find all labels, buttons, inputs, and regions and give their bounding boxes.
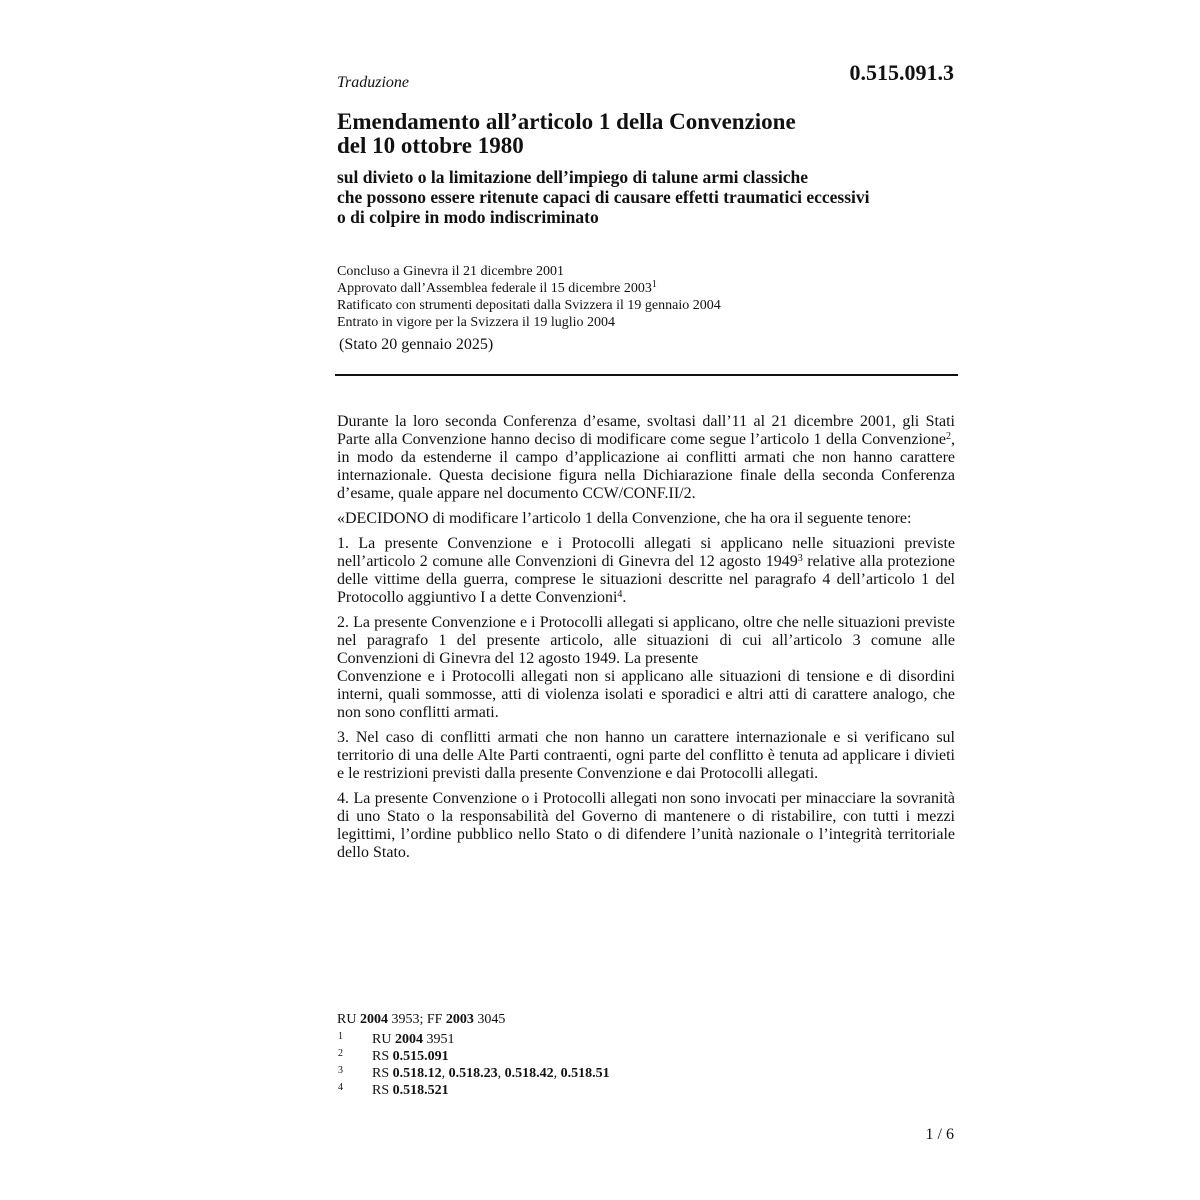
footnote-text <box>372 1065 610 1082</box>
intro-paragraph <box>337 413 955 503</box>
fn-prefix: RS <box>372 1049 393 1064</box>
document-subtitle <box>337 167 958 227</box>
footnote-2 <box>337 1048 957 1065</box>
subtitle-line: che possono essere ritenute capaci di causare effetti traumatici eccessivi <box>337 187 870 207</box>
footnote-number: 4 <box>338 1082 343 1093</box>
ref-text: RU <box>337 1012 360 1027</box>
para-text: relative alla protezione delle vittime della guerra, comprese le situazioni descritte nel paragrafo 4 dell’articolo 1 del Protocollo aggiuntivo I a dette Convenzioni <box>337 553 955 606</box>
fn-prefix: RS <box>372 1066 393 1081</box>
sr-number: 0.515.091.3 <box>849 60 954 85</box>
footnote-number: 1 <box>338 1031 343 1042</box>
footnote-4 <box>337 1082 957 1099</box>
footnote-number: 2 <box>338 1048 343 1059</box>
article-paragraph-4: 4. La presente Convenzione o i Protocolli allegati non sono invocati per minacciare la sovranità di uno Stato o la responsabilità del Governo di mantenere o di ristabilire, con tutti i mezzi legittimi, l’ordine pubblico nello Stato o di difendere l’unità nazionale o l’integrità territoriale dello Stato. <box>337 790 955 861</box>
fn-suffix: 3951 <box>422 1032 455 1047</box>
meta-approved-text: Approvato dall’Assemblea federale il 15 dicembre 2003 <box>337 281 652 296</box>
title-line: del 10 ottobre 1980 <box>337 133 524 158</box>
para-text: Convenzione e i Protocolli allegati non si applicano alle situazioni di tensione e di disordini interni, quali sommosse, atti di violenza isolati e sporadici e altri atti di carattere analogo, che non sono conflitti armati. <box>337 668 955 721</box>
fn-sep: , <box>441 1066 449 1081</box>
fn-sep: , <box>553 1066 561 1081</box>
ref-year: 2003 <box>445 1012 474 1027</box>
source-reference <box>337 1012 505 1028</box>
footnote-text <box>372 1082 449 1099</box>
meta-ratified: Ratificato con strumenti depositati dalla Svizzera il 19 gennaio 2004 <box>337 298 721 313</box>
ref-year: 2004 <box>359 1012 388 1027</box>
fn-prefix: RU <box>372 1032 395 1047</box>
para-text: . <box>622 589 627 606</box>
fn-prefix: RS <box>372 1083 393 1098</box>
document-body <box>337 413 955 869</box>
footnote-number: 3 <box>338 1065 343 1076</box>
fn-bold[interactable]: 0.518.51 <box>560 1066 610 1081</box>
footnote-ref[interactable]: 3 <box>797 553 803 564</box>
fn-bold[interactable]: 0.518.12 <box>392 1066 442 1081</box>
adoption-metadata <box>337 263 958 331</box>
document-page <box>337 0 958 1200</box>
meta-concluded: Concluso a Ginevra il 21 dicembre 2001 <box>337 264 565 279</box>
meta-in-force: Entrato in vigore per la Svizzera il 19 luglio 2004 <box>337 315 615 330</box>
fn-bold: 2004 <box>394 1032 423 1047</box>
title-line: Emendamento all’articolo 1 della Convenzione <box>337 109 796 134</box>
footnote-ref[interactable]: 2 <box>946 431 951 442</box>
fn-bold[interactable]: 0.518.23 <box>448 1066 498 1081</box>
subtitle-line: o di colpire in modo indiscriminato <box>337 207 599 227</box>
para-text: 2. La presente Convenzione e i Protocolli allegati si applicano, oltre che nelle situazioni previste nel paragrafo 1 del presente articolo, alle situazioni di cui all’articolo 3 comune alle Convenzioni di Ginevra del 12 agosto 1949. La presente <box>337 614 955 667</box>
intro-text: Durante la loro seconda Conferenza d’esame, svoltasi dall’11 al 21 dicembre 2001, gli Stati Parte alla Convenzione hanno deciso di modificare come segue l’articolo 1 della Convenzione <box>337 413 955 448</box>
article-paragraph-3: 3. Nel caso di conflitti armati che non hanno un carattere internazionale e si verificano sul territorio di una delle Alte Parti contraenti, ogni parte del conflitto è tenuta ad applicare i divieti e le restrizioni previsti dalla presente Convenzione e dai Protocolli allegati. <box>337 729 955 782</box>
fn-bold[interactable]: 0.518.521 <box>392 1083 449 1098</box>
subtitle-line: sul divieto o la limitazione dell’impiego di talune armi classiche <box>337 167 809 187</box>
intro-text: , in modo da estenderne il campo d’applicazione ai conflitti armati che non hanno carattere internazionale. Questa decisione figura nella Dichiarazione finale della seconda Conferenza d’esame, quale appare nel documento CCW/CONF.II/2. <box>337 431 955 502</box>
para-text: 1. La presente Convenzione e i Protocolli allegati si applicano nelle situazioni previste nell’articolo 2 comune alle Convenzioni di Ginevra del 12 agosto 1949 <box>337 535 955 570</box>
footnote-ref[interactable]: 1 <box>651 279 657 290</box>
footnote-3 <box>337 1065 957 1082</box>
footnote-1 <box>337 1031 957 1048</box>
fn-sep: , <box>497 1066 505 1081</box>
article-paragraph-1 <box>337 535 955 607</box>
footnote-text <box>372 1031 454 1048</box>
meta-approved <box>337 280 958 297</box>
fn-bold[interactable]: 0.515.091 <box>392 1049 449 1064</box>
decision-paragraph: «DECIDONO di modificare l’articolo 1 della Convenzione, che ha ora il seguente tenore: <box>337 510 912 527</box>
fn-bold[interactable]: 0.518.42 <box>504 1066 554 1081</box>
header-divider <box>335 374 958 376</box>
footnote-text <box>372 1048 449 1065</box>
article-paragraph-2 <box>337 614 955 722</box>
ref-text: 3045 <box>473 1012 506 1027</box>
page-number: 1 / 6 <box>925 1126 954 1143</box>
document-title <box>337 110 958 158</box>
ref-text: 3953; FF <box>387 1012 446 1027</box>
status-date: (Stato 20 gennaio 2025) <box>339 336 494 353</box>
footnotes <box>337 1031 957 1099</box>
footnote-ref[interactable]: 4 <box>617 589 623 600</box>
translation-label: Traduzione <box>337 74 410 91</box>
